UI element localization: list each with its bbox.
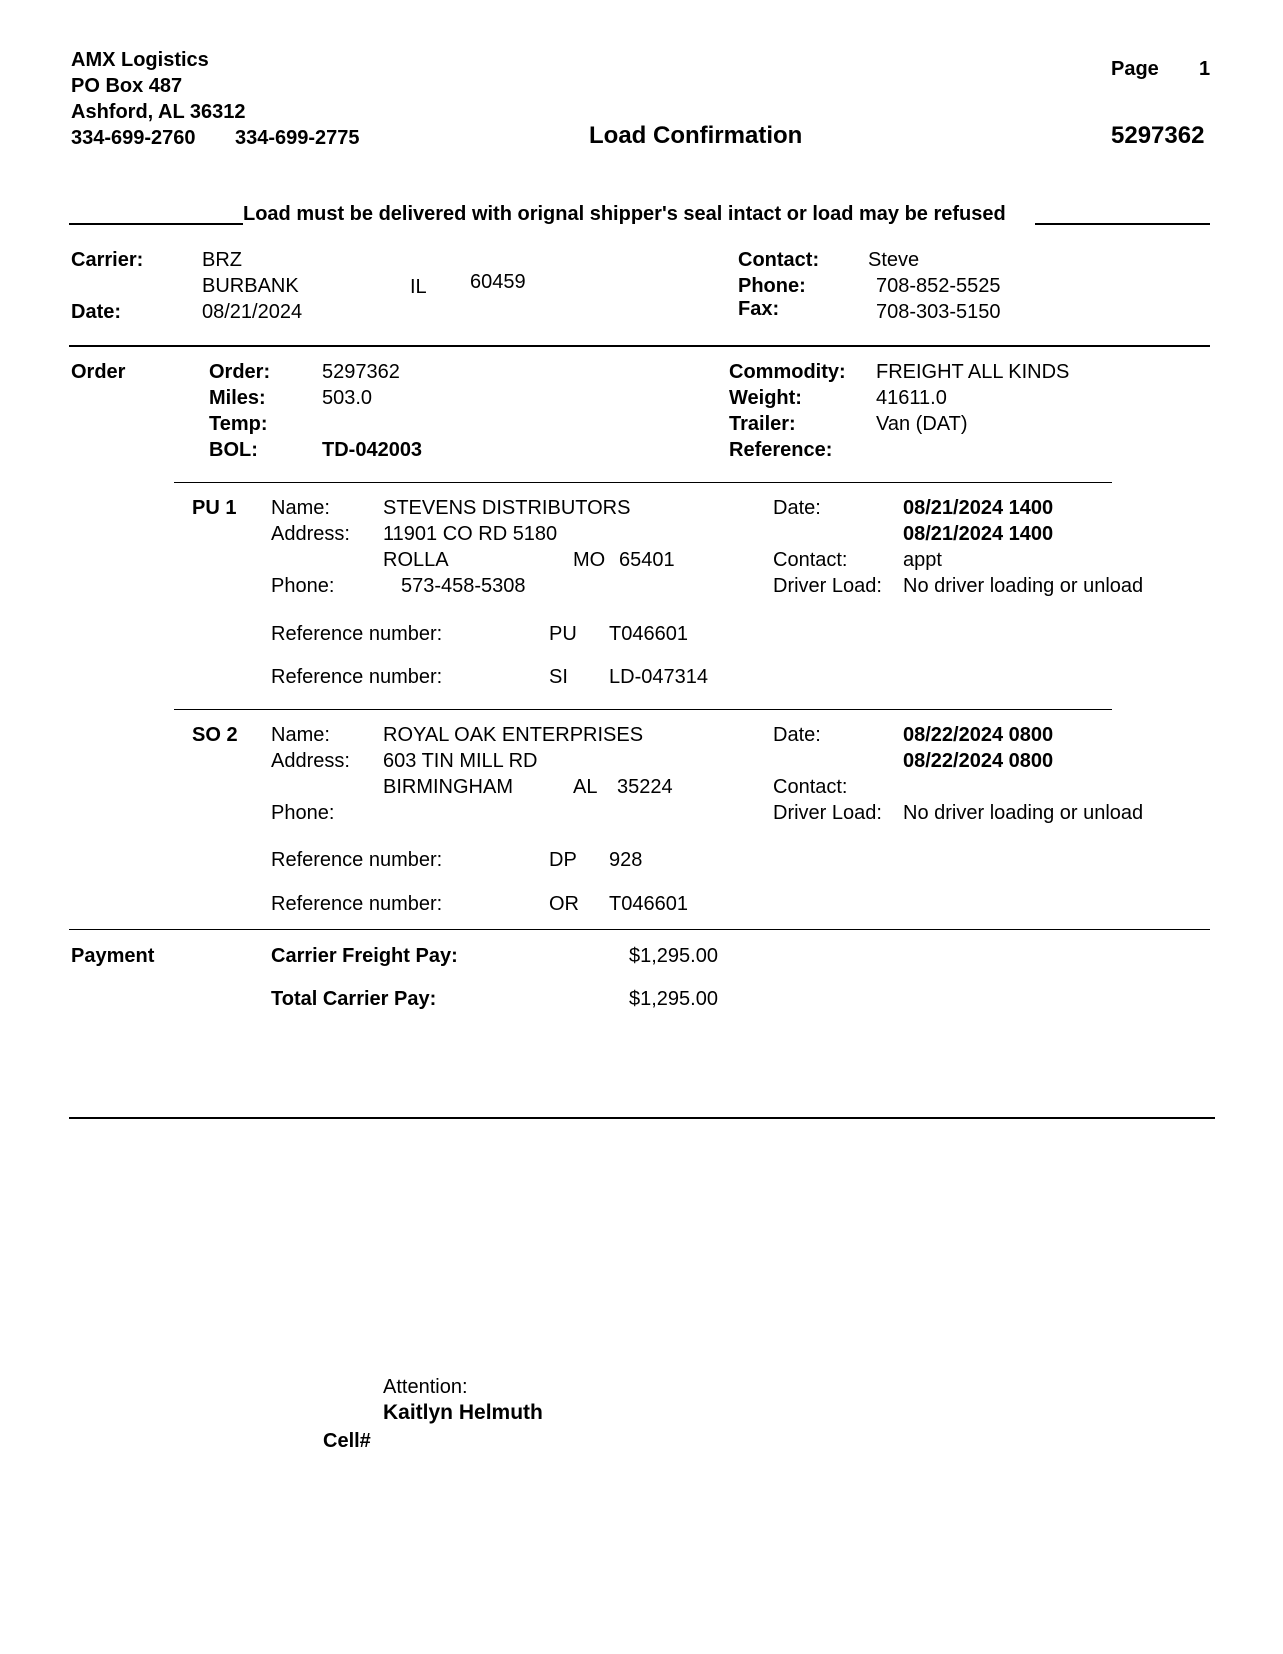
carrier-freight-pay-value: $1,295.00 bbox=[629, 945, 718, 967]
reference-label: Reference: bbox=[729, 439, 833, 461]
company-phone-2: 334-699-2775 bbox=[235, 127, 360, 149]
stop-city: BIRMINGHAM bbox=[383, 776, 513, 798]
stop-code: SO 2 bbox=[192, 724, 238, 746]
company-phone-1: 334-699-2760 bbox=[71, 127, 196, 149]
load-number: 5297362 bbox=[1111, 122, 1205, 149]
stop-city: ROLLA bbox=[383, 549, 449, 571]
bol-label: BOL: bbox=[209, 439, 258, 461]
carrier-phone: 708-852-5525 bbox=[876, 275, 1001, 297]
stop-date-end: 08/22/2024 0800 bbox=[903, 750, 1054, 772]
stop-phone-label: Phone: bbox=[271, 802, 335, 824]
carrier-name: BRZ bbox=[202, 249, 242, 271]
reference-number-value: T046601 bbox=[609, 893, 688, 915]
stop-contact-label: Contact: bbox=[773, 776, 848, 798]
stop-driver-load-label: Driver Load: bbox=[773, 575, 882, 597]
stop-driver-load-label: Driver Load: bbox=[773, 802, 882, 824]
carrier-freight-pay-label: Carrier Freight Pay: bbox=[271, 945, 458, 967]
order-label: Order: bbox=[209, 361, 271, 383]
payment-divider bbox=[69, 929, 1210, 930]
company-address-line2: Ashford, AL 36312 bbox=[71, 101, 246, 123]
trailer-value: Van (DAT) bbox=[876, 413, 968, 435]
weight-value: 41611.0 bbox=[876, 387, 947, 409]
carrier-fax: 708-303-5150 bbox=[876, 301, 1001, 323]
page-number: 1 bbox=[1199, 58, 1211, 80]
stop-driver-load: No driver loading or unload bbox=[903, 575, 1144, 597]
miles-label: Miles: bbox=[209, 387, 266, 409]
stop-name: ROYAL OAK ENTERPRISES bbox=[383, 724, 644, 746]
stop-date-end: 08/21/2024 1400 bbox=[903, 523, 1054, 545]
weight-label: Weight: bbox=[729, 387, 802, 409]
cell-label: Cell# bbox=[323, 1430, 371, 1452]
notice-underline-left bbox=[69, 223, 243, 225]
document-title: Load Confirmation bbox=[589, 122, 803, 149]
temp-label: Temp: bbox=[209, 413, 268, 435]
stop-state: MO bbox=[573, 549, 606, 571]
stop-address-label: Address: bbox=[271, 750, 350, 772]
fax-label: Fax: bbox=[738, 298, 780, 320]
trailer-label: Trailer: bbox=[729, 413, 796, 435]
stop-name-label: Name: bbox=[271, 497, 330, 519]
seal-notice: Load must be delivered with orignal shipper's seal intact or load may be refused bbox=[243, 203, 1006, 225]
stop-state: AL bbox=[573, 776, 598, 798]
total-carrier-pay-value: $1,295.00 bbox=[629, 988, 718, 1010]
phone-label: Phone: bbox=[738, 275, 806, 297]
reference-number-type: SI bbox=[549, 666, 568, 688]
reference-number-label: Reference number: bbox=[271, 623, 443, 645]
stop-code: PU 1 bbox=[192, 497, 237, 519]
stop-date-start: 08/21/2024 1400 bbox=[903, 497, 1054, 519]
notice-underline-right bbox=[1035, 223, 1210, 225]
stop-name-label: Name: bbox=[271, 724, 330, 746]
commodity-value: FREIGHT ALL KINDS bbox=[876, 361, 1070, 383]
reference-number-label: Reference number: bbox=[271, 893, 443, 915]
stop-date-label: Date: bbox=[773, 497, 821, 519]
carrier-city: BURBANK bbox=[202, 275, 299, 297]
reference-number-value: 928 bbox=[609, 849, 643, 871]
company-name: AMX Logistics bbox=[71, 49, 209, 71]
reference-number-value: T046601 bbox=[609, 623, 688, 645]
carrier-state: IL bbox=[410, 276, 427, 298]
reference-number-value: LD-047314 bbox=[609, 666, 708, 688]
page-label: Page bbox=[1111, 58, 1159, 80]
reference-number-type: OR bbox=[549, 893, 579, 915]
order-section-label: Order bbox=[71, 361, 126, 383]
reference-number-label: Reference number: bbox=[271, 849, 443, 871]
carrier-contact: Steve bbox=[868, 249, 920, 271]
carrier-divider bbox=[69, 345, 1210, 347]
stop-divider bbox=[174, 482, 1112, 483]
stop-address-label: Address: bbox=[271, 523, 350, 545]
attention-name: Kaitlyn Helmuth bbox=[383, 1401, 543, 1424]
reference-number-type: PU bbox=[549, 623, 577, 645]
carrier-zip: 60459 bbox=[470, 271, 526, 293]
stop-zip: 35224 bbox=[617, 776, 673, 798]
stop-phone: 573-458-5308 bbox=[401, 575, 526, 597]
stop-date-label: Date: bbox=[773, 724, 821, 746]
attention-label: Attention: bbox=[383, 1376, 468, 1398]
stop-phone-label: Phone: bbox=[271, 575, 335, 597]
commodity-label: Commodity: bbox=[729, 361, 846, 383]
carrier-date: 08/21/2024 bbox=[202, 301, 303, 323]
signature-divider bbox=[69, 1117, 1215, 1119]
stop-contact-label: Contact: bbox=[773, 549, 848, 571]
date-label: Date: bbox=[71, 301, 122, 323]
reference-number-type: DP bbox=[549, 849, 577, 871]
stop-address: 603 TIN MILL RD bbox=[383, 750, 538, 772]
stop-contact: appt bbox=[903, 549, 942, 571]
reference-number-label: Reference number: bbox=[271, 666, 443, 688]
order-number: 5297362 bbox=[322, 361, 400, 383]
stop-address: 11901 CO RD 5180 bbox=[383, 523, 558, 545]
stop-zip: 65401 bbox=[619, 549, 675, 571]
contact-label: Contact: bbox=[738, 249, 820, 271]
total-carrier-pay-label: Total Carrier Pay: bbox=[271, 988, 437, 1010]
stop-divider bbox=[174, 709, 1112, 710]
bol-value: TD-042003 bbox=[322, 439, 423, 461]
payment-section-label: Payment bbox=[71, 945, 155, 967]
miles-value: 503.0 bbox=[322, 387, 373, 409]
company-address-line1: PO Box 487 bbox=[71, 75, 183, 97]
stop-date-start: 08/22/2024 0800 bbox=[903, 724, 1054, 746]
carrier-label: Carrier: bbox=[71, 249, 144, 271]
stop-name: STEVENS DISTRIBUTORS bbox=[383, 497, 631, 519]
stop-driver-load: No driver loading or unload bbox=[903, 802, 1144, 824]
